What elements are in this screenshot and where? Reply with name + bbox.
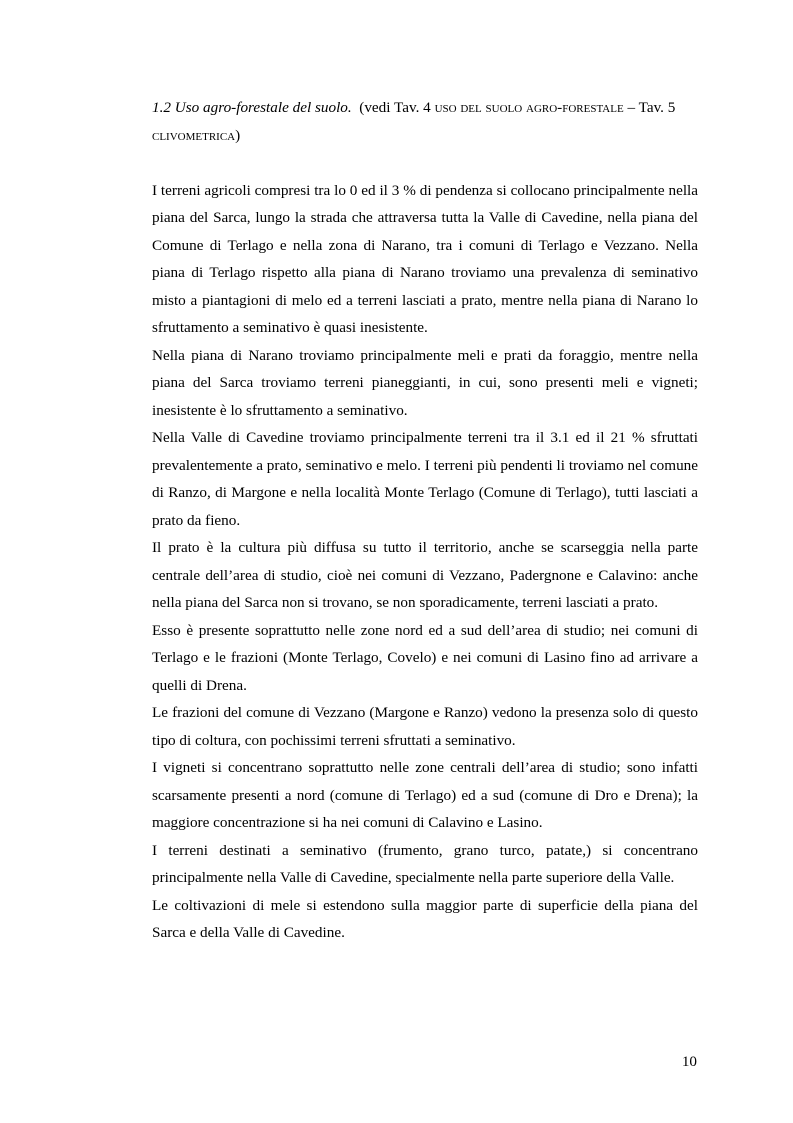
paragraph: Il prato è la cultura più diffusa su tutto il territorio, anche se scarseggia nella parte centrale dell’area di studio, cioè nei comuni di Vezzano, Padergnone e Calavino: anche nella piana del Sarca non si trovano, se non sporadicamente, terreni lasciati a prato. xyxy=(152,539,698,611)
paragraph: Le frazioni del comune di Vezzano (Margone e Ranzo) vedono la presenza solo di questo tipo di coltura, con pochissimi terreni sfruttati a seminativo. xyxy=(152,704,698,749)
paragraph: Le coltivazioni di mele si estendono sulla maggior parte di superficie della piana del Sarca e della Valle di Cavedine. xyxy=(152,896,698,941)
page-body xyxy=(152,94,698,947)
section-title: 1.2 Uso agro-forestale del suolo. xyxy=(152,99,352,116)
reference-open: (vedi Tav. 4 xyxy=(359,99,435,116)
paragraph: I terreni agricoli compresi tra lo 0 ed il 3 % di pendenza si collocano principalmente nella piana del Sarca, lungo la strada che attraversa tutta la Valle di Cavedine, nella piana del Comune di Terlago e nella zona di Narano, tra i comuni di Terlago e Vezzano. Nella piana di Terlago rispetto alla piana di Narano troviamo una prevalenza di seminativo misto a piantagioni di melo ed a terreni lasciati a prato, mentre nella piana di Narano lo sfruttamento a seminativo è quasi inesistente. xyxy=(152,181,698,336)
paragraph: Nella Valle di Cavedine troviamo principalmente terreni tra il 3.1 ed il 21 % sfruttati prevalentemente a prato, seminativo e melo. I terreni più pendenti li troviamo nel comune di Ranzo, di Margone e nella località Monte Terlago (Comune di Terlago), tutti lasciati a prato da fieno. xyxy=(152,429,698,529)
paragraph: I terreni destinati a seminativo (frumento, grano turco, patate,) si concentrano principalmente nella Valle di Cavedine, specialmente nella parte superiore della Valle. xyxy=(152,841,698,886)
reference-tav4: uso del suolo agro-forestale xyxy=(434,99,624,116)
page-number: 10 xyxy=(681,1053,697,1070)
paragraph: Nella piana di Narano troviamo principalmente meli e prati da foraggio, mentre nella piana del Sarca troviamo terreni pianeggianti, in cui, sono presenti meli e vigneti; inesistente è lo sfruttamento a seminativo. xyxy=(152,346,698,419)
paragraph: Esso è presente soprattutto nelle zone nord ed a sud dell’area di studio; nei comuni di Terlago e le frazioni (Monte Terlago, Covelo) e nei comuni di Lasino fino ad arrivare a quelli di Drena. xyxy=(152,621,698,694)
reference-close: ) xyxy=(235,126,241,144)
paragraph: I vigneti si concentrano soprattutto nelle zone centrali dell’area di studio; sono infatti scarsamente presenti a nord (comune di Terlago) ed a sud (comune di Dro e Drena); la maggiore concentrazione si ha nei comuni di Calavino e Lasino. xyxy=(152,759,698,831)
reference-tav5: clivometrica xyxy=(152,126,236,144)
section-heading xyxy=(152,94,698,149)
reference-separator: – Tav. 5 xyxy=(623,99,676,116)
